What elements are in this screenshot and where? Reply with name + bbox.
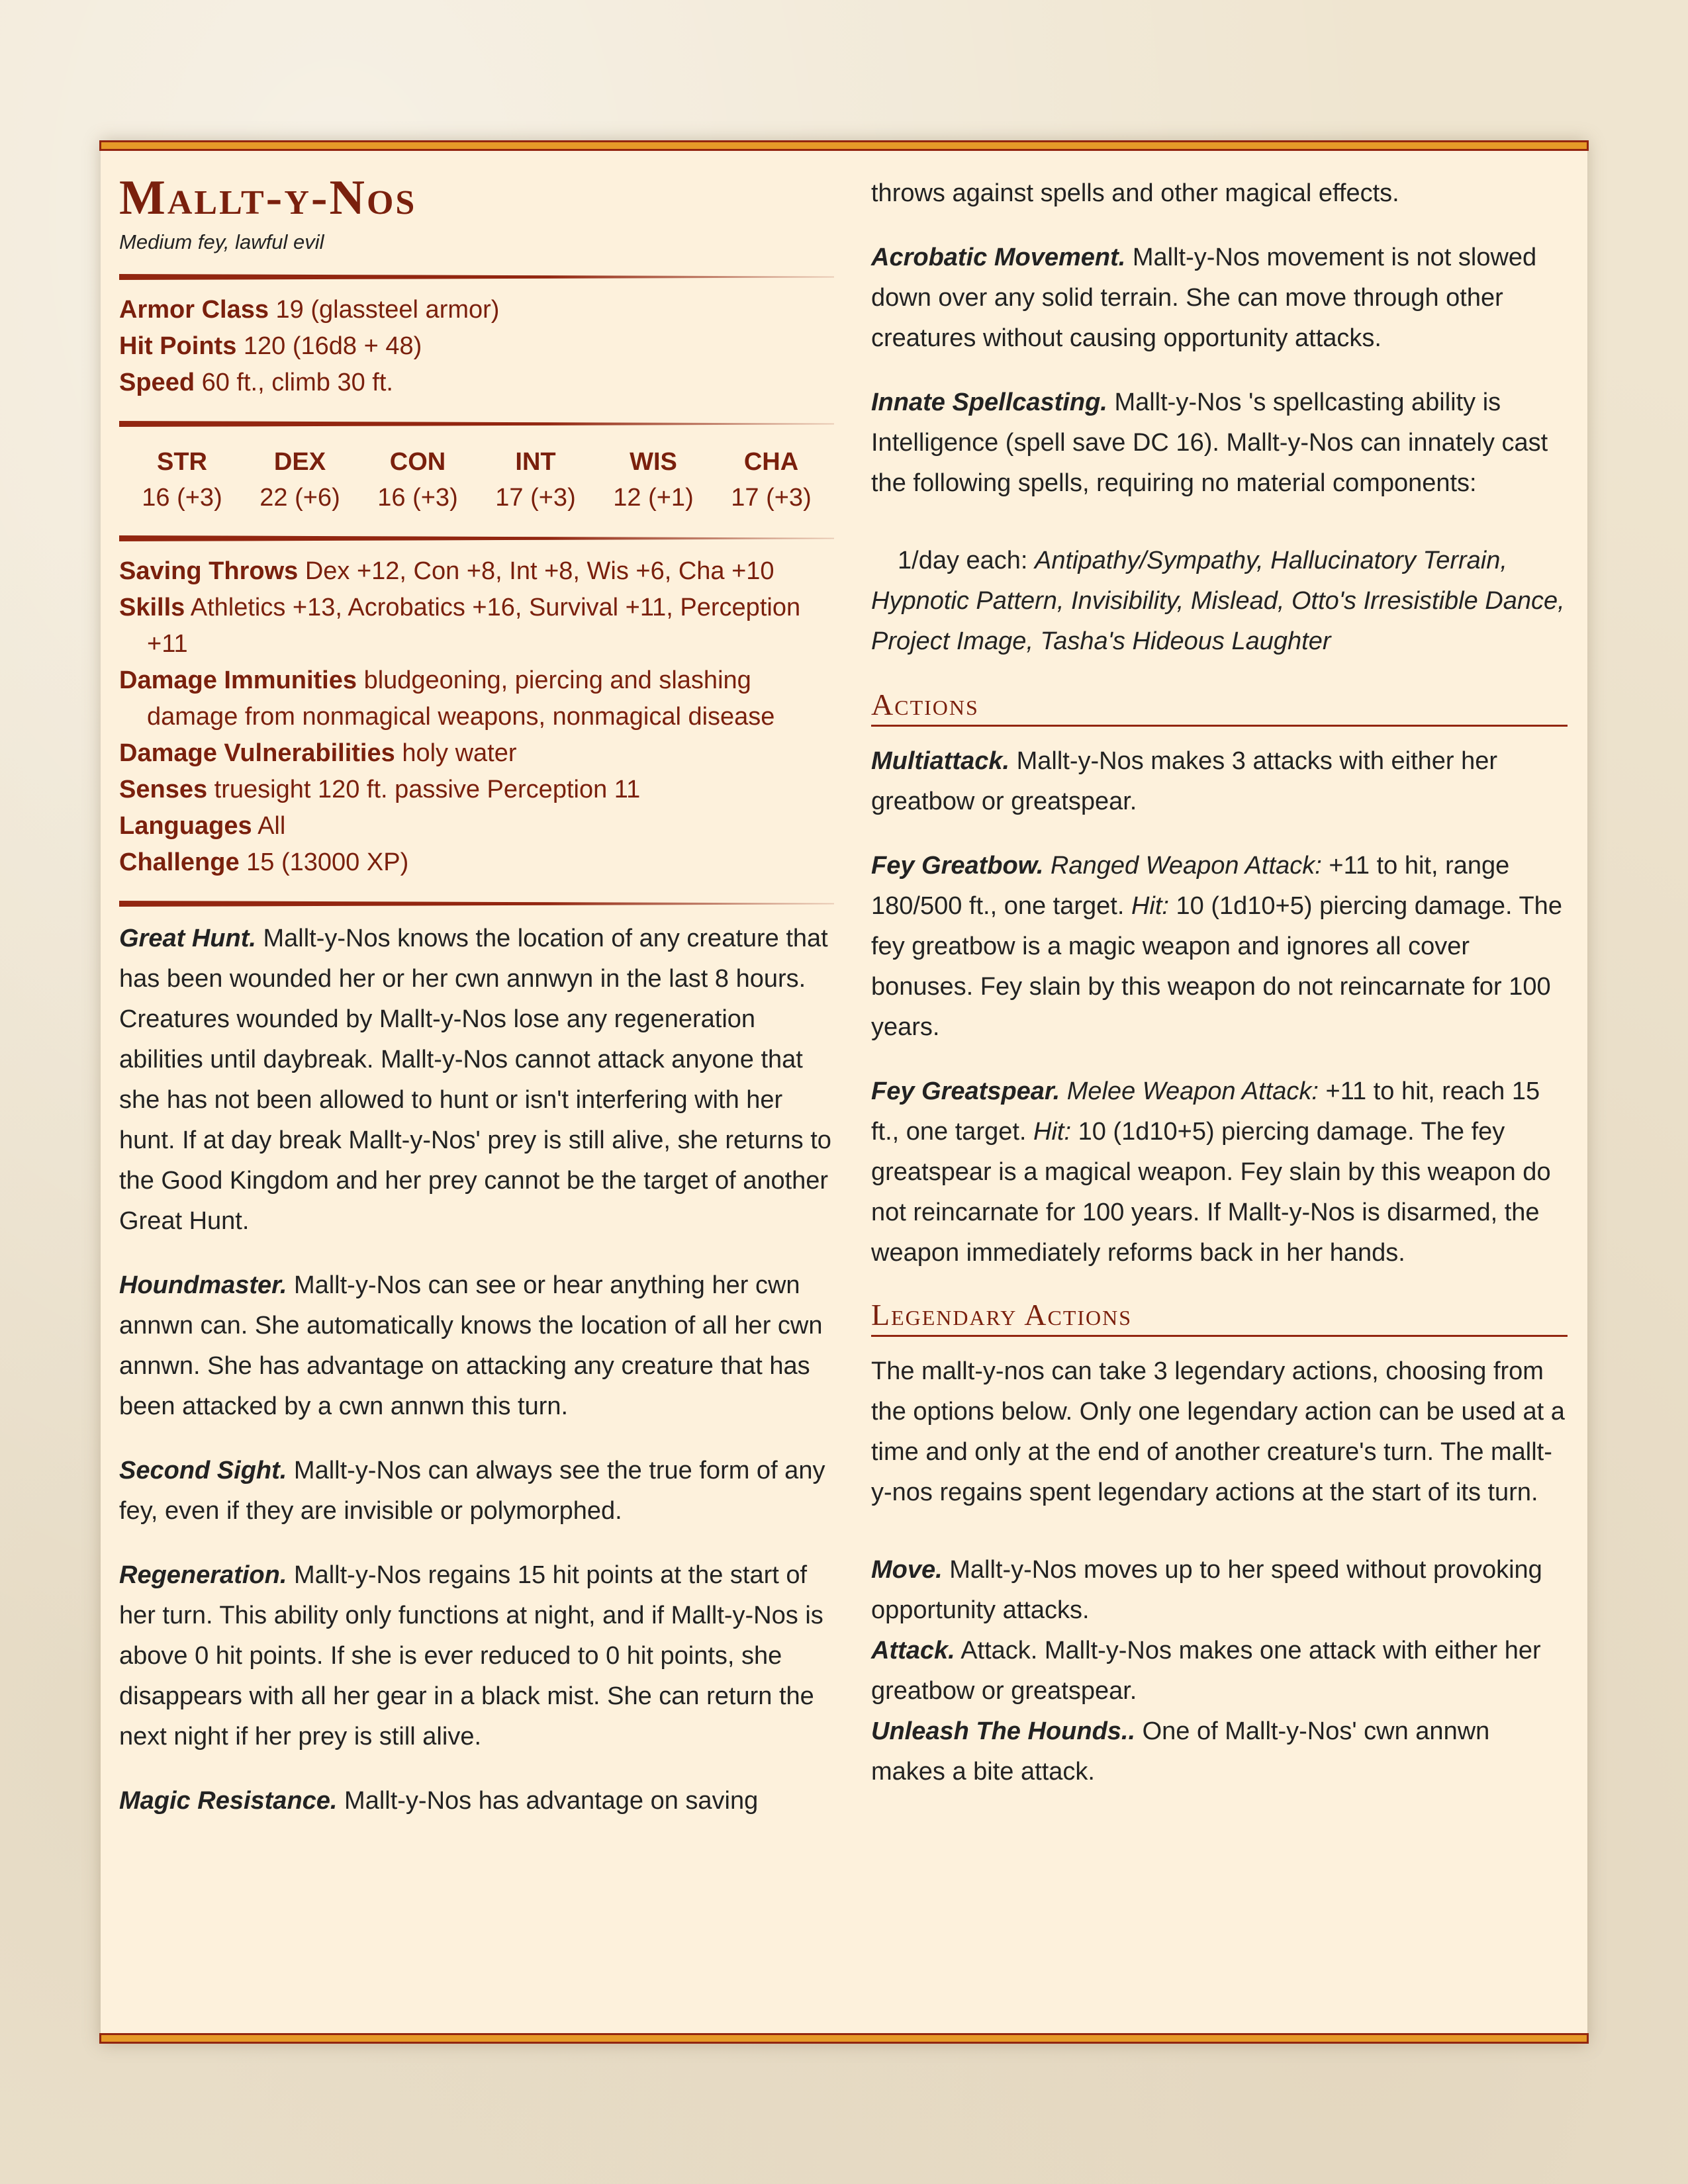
hit-points-label: Hit Points — [119, 332, 237, 360]
legendary-name: Unleash The Hounds.. — [871, 1717, 1136, 1745]
action-name: Fey Greatbow. — [871, 852, 1044, 880]
ability-label: INT — [515, 448, 556, 476]
ability-value: 16 (+3) — [142, 484, 222, 512]
ability-int — [495, 444, 575, 516]
stat-block-bottom-border — [99, 2033, 1589, 2044]
trait-great-hunt — [119, 919, 834, 1242]
speed — [119, 365, 834, 401]
ability-label: CHA — [743, 448, 799, 476]
ability-value: 12 (+1) — [613, 484, 694, 512]
trait-name: Great Hunt. — [119, 925, 256, 952]
spell-names: Antipathy/Sympathy, Hallucinatory Terrain, Hypnotic Pattern, Invisibility, Mislead, Otto's Irresistible Dance, Project Image, Tasha's Hideous Laughter — [871, 547, 1565, 655]
damage-immunities-value: bludgeoning, piercing and slashing damage from nonmagical weapons, nonmagical disease — [147, 666, 775, 731]
saving-throws-value: Dex +12, Con +8, Int +8, Wis +6, Cha +10 — [305, 557, 774, 585]
ability-label: STR — [157, 448, 207, 476]
damage-immunities — [119, 662, 776, 735]
trait-magic-resistance-continued: throws against spells and other magical effects. — [871, 179, 1399, 207]
challenge-label: Challenge — [119, 848, 240, 876]
action-text: +11 to hit, reach 15 ft., one target. — [871, 1077, 1540, 1146]
trait-name: Acrobatic Movement. — [871, 244, 1126, 271]
trait-second-sight — [119, 1451, 834, 1531]
divider — [119, 901, 834, 907]
legendary-unleash-hounds — [871, 1711, 1568, 1792]
right-column — [871, 159, 1568, 2025]
trait-houndmaster — [119, 1265, 834, 1427]
challenge-value: 15 (13000 XP) — [246, 848, 409, 876]
hit-points-value: 120 (16d8 + 48) — [243, 332, 422, 360]
damage-vulnerabilities-value: holy water — [402, 739, 517, 767]
divider — [119, 421, 834, 427]
trait-text: Mallt-y-Nos 's spellcasting ability is Intelligence (spell save DC 16). Mallt-y-Nos can innately cast the following spells, requiring no material components: — [871, 388, 1548, 497]
spell-frequency: 1/day each: — [898, 547, 1028, 574]
skills-label: Skills — [119, 594, 185, 621]
trait-text: Mallt-y-Nos movement is not slowed down over any solid terrain. She can move through other creatures without causing opportunity attacks. — [871, 244, 1537, 352]
action-name: Multiattack. — [871, 747, 1010, 775]
trait-name: Regeneration. — [119, 1561, 287, 1589]
ability-con — [377, 444, 457, 516]
ability-label: CON — [389, 448, 446, 476]
legendary-name: Move. — [871, 1556, 943, 1584]
ability-value: 17 (+3) — [495, 484, 576, 512]
ability-label: DEX — [273, 448, 326, 476]
divider — [119, 535, 834, 541]
trait-text: Mallt-y-Nos can see or hear anything her cwn annwn can. She automatically knows the location of all her cwn annwn. She has advantage on attacking any creature that has been attacked by a cwn annwn this turn. — [119, 1271, 823, 1420]
ability-wis — [613, 444, 693, 516]
armor-class-label: Armor Class — [119, 296, 269, 324]
speed-value: 60 ft., climb 30 ft. — [201, 369, 393, 396]
action-fey-greatbow — [871, 846, 1568, 1048]
ability-dex — [259, 444, 340, 516]
saving-throws — [119, 553, 834, 590]
spell-list — [871, 541, 1568, 662]
damage-vulnerabilities — [119, 735, 834, 772]
challenge — [119, 844, 834, 881]
action-name: Fey Greatspear. — [871, 1077, 1060, 1105]
trait-acrobatic-movement — [871, 238, 1568, 359]
action-damage: 10 (1d10+5) piercing damage. The fey greatbow is a magic weapon and ignores all cover bonuses. Fey slain by this weapon do not reincarnate for 100 years. — [871, 892, 1562, 1041]
senses-value: truesight 120 ft. passive Perception 11 — [214, 776, 641, 803]
trait-magic-resistance — [119, 1781, 834, 1821]
languages-label: Languages — [119, 812, 252, 840]
damage-immunities-label: Damage Immunities — [119, 666, 357, 694]
legendary-move — [871, 1550, 1568, 1631]
hit-label: Hit: — [1131, 892, 1169, 920]
saving-throws-label: Saving Throws — [119, 557, 299, 585]
actions-heading: Actions — [871, 687, 1568, 727]
legendary-text: Mallt-y-Nos moves up to her speed without provoking opportunity attacks. — [871, 1556, 1542, 1624]
stat-block — [101, 140, 1587, 2044]
action-text: Mallt-y-Nos makes 3 attacks with either her greatbow or greatspear. — [871, 747, 1498, 815]
trait-regeneration — [119, 1555, 834, 1757]
trait-name: Innate Spellcasting. — [871, 388, 1107, 416]
ability-value: 22 (+6) — [259, 484, 340, 512]
ability-scores — [119, 439, 834, 516]
action-fey-greatspear — [871, 1071, 1568, 1273]
armor-class-value: 19 (glassteel armor) — [275, 296, 500, 324]
languages-value: All — [258, 812, 286, 840]
trait-text: Mallt-y-Nos knows the location of any creature that has been wounded her or her cwn annwyn in the last 8 hours. Creatures wounded by Mallt-y-Nos lose any regeneration abilities until daybreak. Mallt-y-Nos cannot attack anyone that she has not been allowed to hunt or isn't interfering with her hunt. If at day break Mallt-y-Nos' prey is still alive, she returns to the Good Kingdom and her prey cannot be the target of another Great Hunt. — [119, 925, 831, 1235]
trait-innate-spellcasting — [871, 383, 1568, 504]
ability-value: 16 (+3) — [377, 484, 458, 512]
action-multiattack — [871, 741, 1568, 822]
skills — [119, 590, 809, 662]
legendary-attack — [871, 1631, 1568, 1711]
action-text: +11 to hit, range 180/500 ft., one target. — [871, 852, 1510, 920]
trait-text: Mallt-y-Nos regains 15 hit points at the start of her turn. This ability only functions at night, and if Mallt-y-Nos is above 0 hit points. If she is ever reduced to 0 hit points, she disappears with all her gear in a black mist. She can return the next night if her prey is still alive. — [119, 1561, 823, 1751]
legendary-text: Attack. Mallt-y-Nos makes one attack with either her greatbow or greatspear. — [871, 1637, 1541, 1705]
damage-vulnerabilities-label: Damage Vulnerabilities — [119, 739, 395, 767]
senses — [119, 772, 834, 808]
action-damage: 10 (1d10+5) piercing damage. The fey greatspear is a magical weapon. Fey slain by this weapon do not reincarnate for 100 years. If Mallt-y-Nos is disarmed, the weapon immediately reforms back in her hands. — [871, 1118, 1551, 1267]
legendary-text: One of Mallt-y-Nos' cwn annwn makes a bite attack. — [871, 1717, 1490, 1786]
monster-type: Medium fey, lawful evil — [119, 230, 324, 253]
left-column — [119, 159, 834, 2025]
trait-name: Magic Resistance. — [119, 1787, 338, 1815]
trait-name: Houndmaster. — [119, 1271, 287, 1299]
legendary-name: Attack. — [871, 1637, 955, 1664]
stat-block-top-border — [99, 140, 1589, 151]
attack-type: Melee Weapon Attack: — [1066, 1077, 1319, 1105]
ability-str — [142, 444, 222, 516]
hit-points — [119, 328, 834, 365]
monster-name: Mallt-y-Nos — [119, 171, 417, 225]
ability-label: WIS — [630, 448, 677, 476]
divider — [119, 274, 834, 280]
trait-text: Mallt-y-Nos can always see the true form of any fey, even if they are invisible or polymorphed. — [119, 1457, 825, 1525]
ability-cha — [731, 444, 811, 516]
trait-text: Mallt-y-Nos has advantage on saving — [344, 1787, 759, 1815]
attack-type: Ranged Weapon Attack: — [1051, 852, 1322, 880]
hit-label: Hit: — [1033, 1118, 1072, 1146]
speed-label: Speed — [119, 369, 195, 396]
trait-name: Second Sight. — [119, 1457, 287, 1484]
ability-value: 17 (+3) — [731, 484, 812, 512]
stat-block-columns — [119, 159, 1569, 2025]
legendary-actions-heading: Legendary Actions — [871, 1297, 1568, 1337]
skills-value: Athletics +13, Acrobatics +16, Survival +11, Perception +11 — [147, 594, 801, 658]
senses-label: Senses — [119, 776, 208, 803]
armor-class — [119, 292, 834, 328]
languages — [119, 808, 834, 844]
legendary-intro: The mallt-y-nos can take 3 legendary actions, choosing from the options below. Only one legendary action can be used at a time and only at the end of another creature's turn. The mallt-y-nos regains spent legendary actions at the start of its turn. — [871, 1357, 1565, 1506]
